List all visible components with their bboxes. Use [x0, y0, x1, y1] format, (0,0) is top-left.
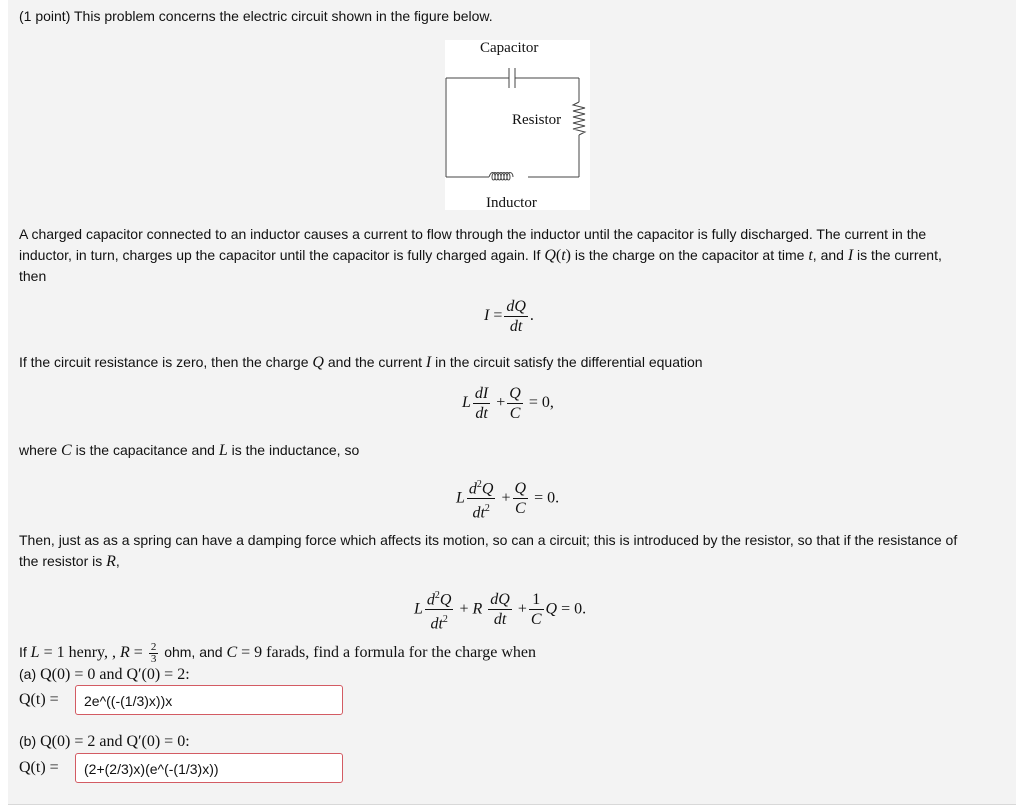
- part-a-q-label: Q(t) =: [19, 691, 59, 708]
- no-resistance-c: in the circuit satisfy the differential equation: [431, 354, 703, 370]
- no-resistance-b: and the current: [323, 354, 426, 370]
- equation-rlc: L $\frac{d^2Q}{dt^2}$ + R $\frac{dQ}{dt}$ + $\frac{1}{C}$ Q = 0.: [414, 586, 586, 634]
- given-d: = 9 farads, find a formula for the charge when: [237, 644, 536, 662]
- where-a: where: [19, 442, 62, 458]
- damping-line-2a: the resistor is: [19, 553, 107, 569]
- part-a-cond: Q(0) = 0 and Q′(0) = 2:: [36, 666, 190, 683]
- equation-current: I = $\frac{dQ}{dt}$ .: [484, 298, 534, 335]
- damping-line-2: the resistor is R,: [19, 553, 120, 570]
- circuit-figure: [445, 40, 590, 210]
- equation-lc: L $\frac{dI}{dt}$ + $\frac{Q}{C}$ = 0,: [462, 385, 554, 422]
- given-a: If: [19, 644, 31, 661]
- where-b: is the capacitance and: [71, 442, 219, 458]
- no-resistance-text: If the circuit resistance is zero, then the charge Q and the current I in the circuit satisfy the differential equation: [19, 354, 703, 371]
- intro-line-2c: , and: [812, 247, 848, 263]
- circuit-diagram: [445, 40, 590, 210]
- where-text: where C is the capacitance and L is the inductance, so: [19, 442, 360, 459]
- part-b-q-label: Q(t) =: [19, 759, 59, 776]
- resistor-label: Resistor: [512, 112, 562, 128]
- part-a-condition: [19, 664, 190, 685]
- answer-b-value: (2+(2/3)x)(e^(-(1/3)x)): [84, 761, 219, 777]
- problem-header: (1 point) This problem concerns the electric circuit shown in the figure below.: [19, 8, 493, 24]
- given-c: ohm, and: [160, 644, 227, 661]
- given-b: = 1 henry,: [39, 644, 112, 662]
- intro-line-2b: is the charge on the capacitor at time: [570, 247, 809, 263]
- equation-lc-second-order: L $\frac{d^2Q}{dt^2}$ + $\frac{Q}{C}$ = 0.: [456, 475, 559, 523]
- part-b-condition: [19, 731, 190, 752]
- part-a-label: (a): [19, 666, 37, 682]
- damping-line-1: Then, just as as a spring can have a damping force which affects its motion, so can a circuit; this is introduced by the resistor, so that if the resistance of: [19, 532, 958, 548]
- capacitor-label: Capacitor: [480, 40, 539, 56]
- intro-line-2a: inductor, in turn, charges up the capacitor until the capacitor is fully charged again. If: [19, 247, 545, 263]
- where-c: is the inductance, so: [227, 442, 360, 458]
- given-values: If L = 1 henry, , R = $\frac{2}{3}$ ohm, and C = 9 farads, find a formula for the charge when: [19, 641, 536, 665]
- no-resistance-a: If the circuit resistance is zero, then the charge: [19, 354, 313, 370]
- part-b-label: (b): [19, 733, 37, 749]
- answer-b-input[interactable]: [75, 753, 343, 783]
- inductor-label: Inductor: [486, 195, 537, 211]
- answer-a-input[interactable]: [75, 685, 343, 715]
- answer-a-value: 2e^((-(1/3)x))x: [84, 693, 173, 709]
- intro-line-3: then: [19, 268, 47, 284]
- math-q-of-t: Q: [544, 247, 556, 264]
- part-b-cond: Q(0) = 2 and Q′(0) = 0:: [36, 733, 190, 750]
- intro-line-1: A charged capacitor connected to an inductor causes a current to flow through the inductor until the capacitor is fully discharged. The current in the: [19, 226, 927, 242]
- intro-line-2d: is the current,: [853, 247, 942, 263]
- intro-line-2: inductor, in turn, charges up the capacitor until the capacitor is fully charged again. If Q(t) is the charge on the capacitor at time t, and I is the current,: [19, 247, 942, 264]
